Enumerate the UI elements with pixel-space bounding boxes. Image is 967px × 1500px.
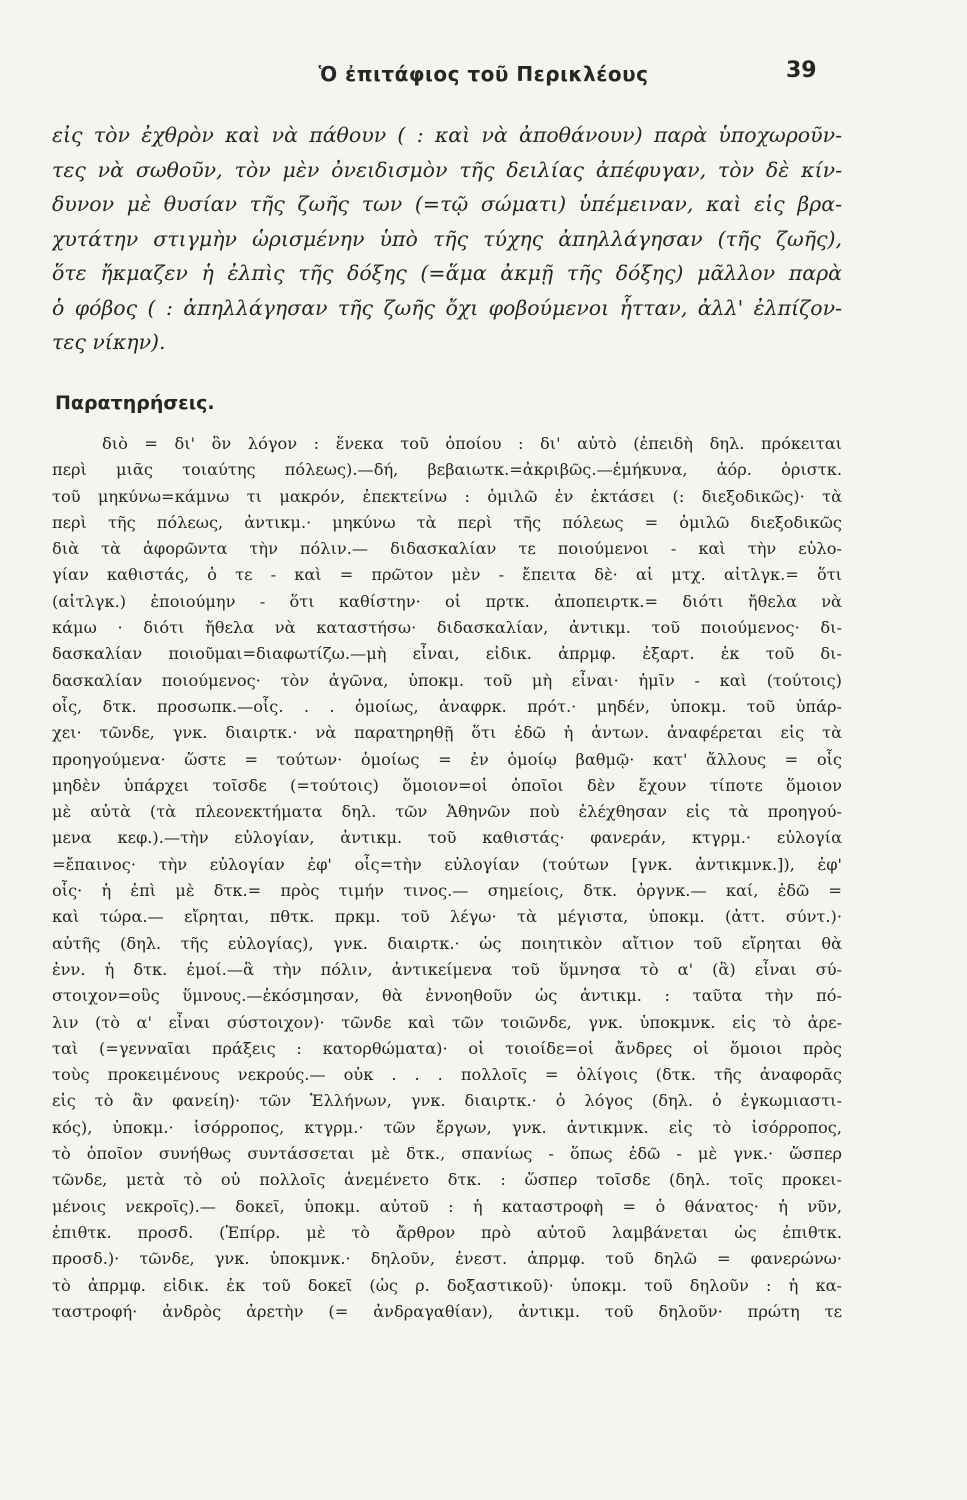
notes-line: οἷς, δτκ. προσωπκ.—οἷς. . . ὁμοίως, ἀναφρκ. πρότ.· μηδέν, ὑποκμ. τοῦ ὑπάρ- <box>52 696 842 716</box>
notes-paragraph <box>52 431 842 1325</box>
notes-line: αὐτῆς (δηλ. τῆς εὐλογίας), γνκ. διαιρτκ.· ὡς ποιητικὸν αἴτιον τοῦ εἴρηται θὰ <box>52 933 842 953</box>
page-number: 39 <box>786 58 817 83</box>
translation-line: εἰς τὸν ἐχθρὸν καὶ νὰ πάθουν ( : καὶ νὰ ἀποθάνουν) παρὰ ὑποχωροῦν- <box>52 123 842 147</box>
notes-line: τοὺς προκειμένους νεκρούς.— οὐκ . . . πολλοῖς = ὀλίγοις (δτκ. τῆς ἀναφορᾶς <box>52 1065 842 1085</box>
notes-line: μηδὲν ὑπάρχει τοῖσδε (=τούτοις) ὅμοιον=οἱ ὁποῖοι δὲν ἔχουν τίποτε ὅμοιον <box>52 775 842 795</box>
notes-line: στοιχον=οὓς ὕμνους.—ἐκόσμησαν, θὰ ἐννοηθοῦν ὡς ἀντικμ. : ταῦτα τὴν πό- <box>52 986 842 1006</box>
translation-line: τες νὰ σωθοῦν, τὸν μὲν ὀνειδισμὸν τῆς δειλίας ἀπέφυγαν, τὸν δὲ κίν- <box>52 157 842 182</box>
notes-line: μὲ αὐτὰ (τὰ πλεονεκτήματα δηλ. τῶν Ἀθηνῶν ποὺ ἐλέχθησαν εἰς τὰ προηγού- <box>52 802 842 822</box>
notes-line: διὸ = δι' ὃν λόγον : ἕνεκα τοῦ ὁποίου : δι' αὐτὸ (ἐπειδὴ δηλ. πρόκειται <box>102 434 842 453</box>
translation-line: χυτάτην στιγμὴν ὡρισμένην ὑπὸ τῆς τύχης ἀπηλλάγησαν (τῆς ζωῆς), <box>52 226 842 251</box>
notes-line: διὰ τὰ ἀφορῶντα τὴν πόλιν.— διδασκαλίαν τε ποιούμενοι - καὶ τὴν εὐλο- <box>52 539 842 559</box>
notes-line: ἐπιθτκ. προσδ. (Ἐπίρρ. μὲ τὸ ἄρθρον πρὸ αὐτοῦ λαμβάνεται ὡς ἐπιθτκ. <box>52 1222 842 1242</box>
notes-line: γίαν καθιστάς, ὁ τε - καὶ = πρῶτον μὲν - ἔπειτα δὲ· αἱ μτχ. αἰτλγκ.= ὅτι <box>52 565 842 585</box>
notes-line: (αἰτλγκ.) ἐποιούμην - ὅτι καθίστην· οἱ πρτκ. ἀποπειρτκ.= διότι ἤθελα νὰ <box>52 591 842 611</box>
notes-line: εἰς τὸ ἂν φανείη)· τῶν Ἑλλήνων, γνκ. διαιρτκ.· ὁ λόγος (δηλ. ὁ ἐγκωμιαστι- <box>52 1091 842 1111</box>
notes-line: κός), ὑποκμ.· ἰσόρροπος, κτγρμ.· τῶν ἔργων, γνκ. ἀντικμνκ. εἰς τὸ ἰσόρροπος, <box>52 1117 842 1137</box>
notes-line: ταστροφή· ἀνδρὸς ἀρετὴν (= ἀνδραγαθίαν), ἀντικμ. τοῦ δηλοῦν· πρώτη τε <box>52 1301 842 1321</box>
notes-line: ταὶ (=γενναῖαι πράξεις : κατορθώματα)· οἱ τοιοίδε=οἱ ἄνδρες οἱ ὅμοιοι πρὸς <box>52 1038 842 1058</box>
notes-line: προσδ.)· τῶνδε, γνκ. ὑποκμνκ.· δηλοῦν, ἐνεστ. ἀπρμφ. τοῦ δηλῶ = φανερώνω· <box>52 1249 842 1269</box>
notes-line: τοῦ μηκύνω=κάμνω τι μακρόν, ἐπεκτείνω : ὁμιλῶ ἐν ἐκτάσει (: διεξοδικῶς)· τὰ <box>52 486 842 506</box>
notes-line: οἷς· ἡ ἐπὶ μὲ δτκ.= πρὸς τιμήν τινος.— σημείοις, δτκ. ὀργνκ.— καί, ἐδῶ = <box>52 881 842 901</box>
translation-line: τες νίκην). <box>52 330 166 354</box>
notes-line: προηγούμενα· ὥστε = τούτων· ὁμοίως = ἐν ὁμοίῳ βαθμῷ· κατ' ἄλλους = οἷς <box>52 749 842 769</box>
translation-paragraph <box>52 118 842 360</box>
notes-line: καὶ τώρα.— εἴρηται, πθτκ. πρκμ. τοῦ λέγω· τὰ μέγιστα, ὑποκμ. (ἀττ. σύντ.)· <box>52 907 842 927</box>
notes-line: μενα κεφ.).—τὴν εὐλογίαν, ἀντικμ. τοῦ καθιστάς· φανεράν, κτγρμ.· εὐλογία <box>52 828 842 848</box>
notes-line: περὶ τῆς πόλεως, ἀντικμ.· μηκύνω τὰ περὶ τῆς πόλεως = ὁμιλῶ διεξοδικῶς <box>52 512 842 532</box>
notes-line: δασκαλίαν ποιούμενος· τὸν ἀγῶνα, ὑποκμ. τοῦ μὴ εἶναι· ἡμῖν - καὶ (τούτοις) <box>52 670 842 690</box>
notes-line: ἐνν. ἡ δτκ. ἐμοί.—ἃ τὴν πόλιν, ἀντικείμενα τοῦ ὕμνησα τὸ α' (ἃ) εἶναι σύ- <box>52 959 842 979</box>
translation-line: ὅτε ἤκμαζεν ἡ ἐλπὶς τῆς δόξης (=ἅμα ἀκμῇ τῆς δόξης) μᾶλλον παρὰ <box>52 261 842 285</box>
notes-line: λιν (τὸ α' εἶναι σύστοιχον)· τῶνδε καὶ τῶν τοιῶνδε, γνκ. ὑποκμνκ. εἰς τὸ ἀρε- <box>52 1012 842 1032</box>
notes-line: τὸ ἀπρμφ. εἰδικ. ἐκ τοῦ δοκεῖ (ὡς ρ. δοξαστικοῦ)· ὑποκμ. τοῦ δηλοῦν : ἡ κα- <box>52 1275 842 1295</box>
notes-line: περὶ μιᾶς τοιαύτης πόλεως).—δή, βεβαιωτκ.=ἀκριβῶς.—ἐμήκυνα, ἀόρ. ὁριστκ. <box>52 460 842 480</box>
notes-line: κάμω · διότι ἤθελα νὰ καταστήσω· διδασκαλίαν, ἀντικμ. τοῦ ποιούμενος· δι- <box>52 618 842 638</box>
notes-line: δασκαλίαν ποιοῦμαι=διαφωτίζω.—μὴ εἶναι, εἰδικ. ἀπρμφ. ἐξαρτ. ἐκ τοῦ δι- <box>52 644 842 664</box>
notes-line: χει· τῶνδε, γνκ. διαιρτκ.· νὰ παρατηρηθῇ ὅτι ἐδῶ ἡ ἀντων. ἀναφέρεται εἰς τὰ <box>52 723 842 743</box>
notes-line: τὸ ὁποῖον συνήθως συντάσσεται μὲ δτκ., σπανίως - ὅπως ἐδῶ - μὲ γνκ.· ὥσπερ <box>52 1144 842 1164</box>
notes-line: τῶνδε, μετὰ τὸ οὐ πολλοῖς ἀνεμένετο δτκ. : ὥσπερ τοῖσδε (δηλ. τοῖς προκει- <box>52 1170 842 1190</box>
notes-line: =ἔπαινος· τὴν εὐλογίαν ἐφ' οἷς=τὴν εὐλογίαν (τούτων [γνκ. ἀντικμνκ.]), ἐφ' <box>52 854 842 874</box>
translation-line: ὁ φόβος ( : ἀπηλλάγησαν τῆς ζωῆς ὄχι φοβούμενοι ἧτταν, ἀλλ' ἐλπίζον- <box>52 295 842 320</box>
running-header-title: Ὁ ἐπιτάφιος τοῦ Περικλέους <box>318 62 649 86</box>
section-heading: Παρατηρήσεις. <box>55 392 215 414</box>
notes-line: μένοις νεκροῖς).— δοκεῖ, ὑποκμ. αὐτοῦ : ἡ καταστροφὴ = ὁ θάνατος· ἡ νῦν, <box>52 1196 842 1216</box>
translation-line: δυνον μὲ θυσίαν τῆς ζωῆς των (=τῷ σώματι) ὑπέμειναν, καὶ εἰς βρα- <box>52 192 842 216</box>
